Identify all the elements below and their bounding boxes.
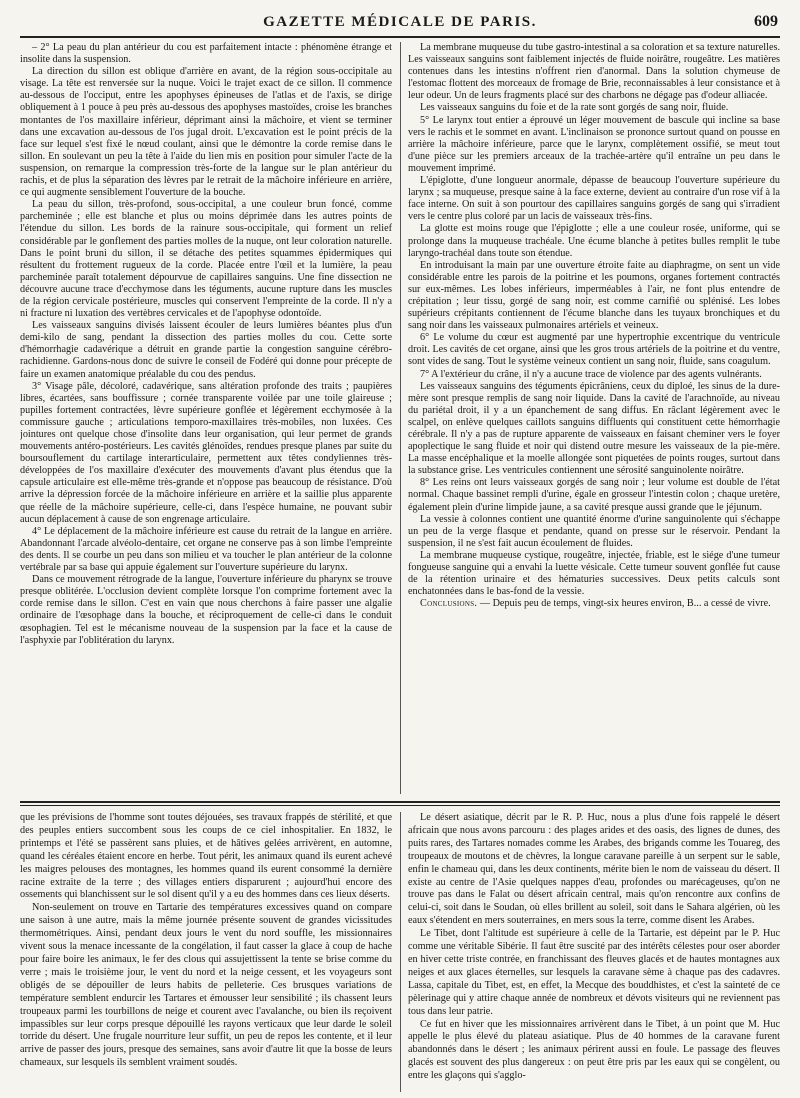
paragraph: que les prévisions de l'homme sont toutes déjouées, ses travaux frappés de stérilité, et que des peuples entiers succombent sous les coups de ce ciel inhospitalier. En 1832, le printemps et l'été se passèrent sans pluies, et de hâtives gelées arrivèrent, en automne, quand les céréales étaient encore en herbe. Tout périt, les animaux quand ils eurent achevé les maigres pelouses des montagnes, les hommes quand ils eurent consommé la dernière racine extraite de la terre ; des villages entiers disparurent ; aujourd'hui encore des ossements qui blanchissent sur le sol disent qu'il y a eu des hommes dans ces lieux déserts. bbox=[20, 812, 392, 901]
paragraph: La direction du sillon est oblique d'arrière en avant, de la région sous-occipitale au visage. La tête est renversée sur la nuque. Voici le trajet exact de ce sillon. Il commence au-dessous de l'occiput, entre les apophyses épineuses de l'atlas et de l'axis, se dirige obliquement à 1 pouce à peu près au-dessous des apophyses mastoïdes, croise les branches montantes de l'os maxillaire inférieur, déprimant ainsi la mâchoire, et vient se terminer dans une excavation au-dessous de l'os jugal droit. L'excavation est le point précis de la face sur lequel s'est fixé le nœud coulant, ainsi que le démontre la corde remise dans le sillon. En soulevant un peu la tête à l'aide du lien mis en position pour simuler l'acte de la suspension, on remarque la compression très-forte de la langue sur le plan antérieur du rachis, et de plus la séparation des lèvres par le retrait de la mâchoire inférieure en arrière, ce qui augmente sensiblement l'ouverture de la bouche. bbox=[20, 66, 392, 199]
paragraph: La membrane muqueuse du tube gastro-intestinal a sa coloration et sa texture naturelles. Les vaisseaux sanguins sont faiblement injectés de fluide noirâtre, rougeâtre. Les matières contenues dans les intestins n'offrent rien d'anormal. Dans la solution chymeuse de l'estomac flottent des morceaux de fromage de Brie, reconnaissables à leur consistance et à leur odeur. Un de leurs fragments placé sur des charbons ne dégage pas d'odeur alliacée. bbox=[408, 42, 780, 102]
page-header bbox=[20, 12, 780, 38]
paragraph: En introduisant la main par une ouverture étroite faite au diaphragme, on sent un vide considérable entre les parois de la poitrine et les poumons, organes fortement contractés sur eux-mêmes. Les lobes inférieurs, imperméables à l'air, ne font plus entendre de crépitation ; leur tissu, gorgé de sang noir, est comme carnifié ou splénisé. Les lobes supérieurs crépitants contiennent de l'écume blanche dans les tuyaux bronchiques et du sang noir dans les vaisseaux pulmonaires artériels et veineux. bbox=[408, 259, 780, 332]
paragraph: Dans ce mouvement rétrograde de la langue, l'ouverture inférieure du pharynx se trouve presque oblitérée. L'occlusion devient complète lorsque l'on comprime fortement avec la corde remise dans le sillon. C'est en vain que nous cherchons à faire passer une algalie ordinaire de l'œsophage dans la bouche, et réciproquement de celle-ci dans le conduit œsophagien. Tel est le mécanisme nouveau de la suspension par la face et la cause de l'asphyxie par l'oblitération du larynx. bbox=[20, 574, 392, 646]
column-left bbox=[20, 42, 392, 794]
section-divider bbox=[20, 801, 780, 806]
conclusions-text: — Depuis peu de temps, vingt-six heures environ, B... a cessé de vivre. bbox=[479, 598, 771, 610]
conclusions-paragraph bbox=[408, 598, 780, 610]
paragraph: 7° A l'extérieur du crâne, il n'y a aucune trace de violence par des agents vulnérants. bbox=[420, 368, 762, 380]
paragraph: L'épiglotte, d'une longueur anormale, dépasse de beaucoup l'ouverture supérieure du larynx ; sa muqueuse, presque saine à la face externe, devient au contraire d'un rose vif à la face interne. On suit à son pourtour des capillaires sanguins gorgés de sang qui s'irradient vers le centre plus coloré par un lacis de vaisseaux très-fins. bbox=[408, 175, 780, 223]
paragraph: – 2° La peau du plan antérieur du cou est parfaitement intacte : phénomène étrange et insolite dans la suspension. bbox=[20, 42, 392, 66]
column-rule bbox=[400, 42, 401, 794]
paragraph: La membrane muqueuse cystique, rougeâtre, injectée, friable, est le siége d'une tumeur fongueuse sanguine qui a envahi la luette vésicale. Cette tumeur souvent gonflée fut cause de la rétention urinaire et des hématuries successives. Deux petits calculs sont enchatonnées dans le bas-fond de la vessie. bbox=[408, 549, 780, 598]
column-rule bbox=[400, 812, 401, 1092]
paragraph: Non-seulement on trouve en Tartarie des températures excessives quand on compare une saison à une autre, mais la même journée présente souvent de grandes vicissitudes thermométriques. Ainsi, pendant deux jours le vent du nord souffle, les missionnaires vivent sous la menace incessante de la congélation, il faut casser la glace à coup de hache pour faire boire les animaux, le fer des clous qui assujettissent la tente se brise comme du verre ; mais le troisième jour, le vent du nord et la neige cessent, et les voyageurs sont obligés de se dépouiller de leurs habits de pelleterie. Ces brusques variations de température semblent endurcir les Tartares et émousser leur sensibilité ; ils chassent leurs troupeaux parmi les tourbillons de neige et courent avec l'avalanche, ou bien ils reçoivent impassibles sur leur corps presque dépouillé les rayons verticaux que leur darde le soleil torride du désert. Une frugale nourriture leur suffit, un peu de repos les contente, et il leur arrive de passer des jours, presque des semaines, sans avoir d'autre lit que la bosse de leurs chameaux, sur lesquels ils semblent vraiment soudés. bbox=[20, 902, 392, 1069]
paragraph: 3° Visage pâle, décoloré, cadavérique, sans altération profonde des traits ; paupières libres, écartées, sans bouffissure ; cornée transparente voilée par une toile glaireuse ; pupilles fortement contractées, lèvre supérieure gonflée et légèrement ecchymosée à la commissure gauche ; articulations temporo-maxillaires très-mobiles, non luxées. Ces jointures ont quelque chose d'insolite dans leur organisation, qui leur permet de grands mouvements antéro-postérieurs. Les cavités glénoïdes, rendues presque planes par suite du boursouflement du cartilage interarticulaire, permettent aux têtes condyliennes très-développées de l'os maxillaire d'exécuter des mouvements d'avant plus étendus que la capsule articulaire est elle-même très-grande et n'oppose pas beaucoup de résistance. D'où arrive la dépression forcée de la mâchoire inférieure en arrière et la saillie plus apparente que réelle de la mâchoire supérieure, celle-ci, dans l'espèce humaine, ne pouvant subir aucun déplacement à cause de son engrenage articulaire. bbox=[20, 380, 392, 525]
newspaper-page bbox=[20, 12, 780, 1092]
page-number: 609 bbox=[754, 13, 778, 30]
paragraph: Le Tibet, dont l'altitude est supérieure à celle de la Tartarie, est dépeint par le P. Huc comme une véritable Sibérie. Il faut être suscité par des intérêts célestes pour oser aborder en hiver cette triste contrée, en franchissant des fleuves glacés et de hautes montagnes aux neiges et aux glaces éternelles, sur lesquels la caravane sème à chaque pas des cadavres. Lassa, capitale du Tibet, est, en effet, la Mecque des bouddhistes, et c'est la sainteté de ce pèlerinage qui y attire chaque année de nombreux et dévots visiteurs qui ne reviennent pas tous dans leur patrie. bbox=[408, 928, 780, 1017]
paragraph: Les vaisseaux sanguins des téguments épicrâniens, ceux du diploé, les sinus de la dure-mère sont presque remplis de sang noir liquide. Dans la cavité de l'arachnoïde, au niveau du pariétal droit, il y a un épanchement de sang diffus. En râclant légèrement avec le scalpel, on enlève quelques caillots sanguins diffluents qui constituent cette hémorrhagie cérébrale. Il n'y a pas de rupture apparente de vaisseaux en faisant cheminer vers le foyer apoplectique le sang fluide et noir qui distend outre mesure les vaisseaux de la pie-mère. La masse encéphalique et la moelle allongée sont piquetées de points rouges, surtout dans la substance grise. Les ventricules contiennent une sérosité sanguinolente noirâtre. bbox=[408, 380, 780, 477]
article-section-feuilleton bbox=[20, 812, 780, 1092]
paragraph: 4° Le déplacement de la mâchoire inférieure est cause du retrait de la langue en arrière. Abandonnant l'arcade alvéolo-dentaire, cet organe ne conserve pas à son limbe l'empreinte des dents. Il se courbe un peu dans son milieu et va toucher le plan antérieur de la colonne vertébrale par sa base qui appuie également sur l'ouverture supérieure du larynx. bbox=[20, 525, 392, 574]
conclusions-label: Conclusions. bbox=[420, 598, 478, 610]
paragraph: 6° Le volume du cœur est augmenté par une hypertrophie excentrique du ventricule droit. Les cavités de cet organe, ainsi que les gros trous artériels de la poitrine et du ventre, sont vides de sang. Tout le système veineux contient un sang noir, fluide, sans coagulum. bbox=[408, 332, 780, 368]
paragraph: La vessie à colonnes contient une quantité énorme d'urine sanguinolente qui s'échappe un peu de la verge flasque et pendante, quand on presse sur le réservoir. Pendant la suspension, il ne s'est fait aucun écoulement de fluides. bbox=[408, 513, 780, 549]
publication-title: GAZETTE MÉDICALE DE PARIS. bbox=[263, 14, 537, 30]
paragraph: Le désert asiatique, décrit par le R. P. Huc, nous a plus d'une fois rappelé le désert africain que nous avons parcouru : des plages arides et des oasis, des lignes de dunes, des puits rares, des Tartares nomades comme les Arabes, des brigands comme les Touareg, des troupeaux de moutons et de chèvres, la longue caravane pareille à un serpent sur le sable, enfin le chameau qui, dans les deux continents, mérite bien le nom de vaisseau du désert. Il existe au centre de l'Asie quelques nappes d'eau, profondes ou marécageuses, qu'on ne trouve pas dans le Falat ou désert africain central, mais qu'on rencontre aux confins de celui-ci, soit dans le Soudan, où elles brillent au soleil, soit dans le Sahara algérien, où les eaux s'étendent en mers souterraines, en mers sous la terre, comme disent les Arabes. bbox=[408, 812, 780, 927]
column-right bbox=[408, 42, 780, 794]
paragraph: Les vaisseaux sanguins du foie et de la rate sont gorgés de sang noir, fluide. bbox=[420, 102, 729, 114]
article-section-autopsy bbox=[20, 42, 780, 794]
column-right bbox=[408, 812, 780, 1092]
column-left bbox=[20, 812, 392, 1092]
paragraph: Les vaisseaux sanguins divisés laissent écouler de leurs lumières béantes plus d'un demi-kilo de sang, pendant la dissection des parties molles du cou. Cette sorte d'hémorrhagie cadavérique a détruit en grande partie la congestion sanguine cérébro-rachidienne. Gardons-nous donc de suivre le conseil de Fodéré qui donne pour précepte de faire un examen anatomique préalable du cou des pendus. bbox=[20, 320, 392, 380]
paragraph: Ce fut en hiver que les missionnaires arrivèrent dans le Tibet, à un point que M. Huc appelle le plus élevé du plateau asiatique. Plus de 40 hommes de la caravane furent abandonnés dans le désert ; les animaux périrent aussi en foule. Le passage des fleuves glacés est souvent des plus dangereux : on peut être pris par les eaux qui se congèlent, ou entre les glaçons qui s'agglo- bbox=[408, 1018, 780, 1082]
paragraph: La peau du sillon, très-profond, sous-occipital, a une couleur brun foncé, comme parcheminée ; elle est blanche et plus ou moins déprimée dans les autres points de l'étendue du sillon. Les bords de la rainure sous-occipitale, qui forment un relief considérable par le gonflement des parties molles de la nuque, ont leur coloration naturelle. Dans le point bruni du sillon, il se détache des petites squammes épidermiques qui résultent du frottement rugueux de la corde. Placée entre l'œil et la lumière, la peau parcheminée paraît totalement dépourvue de capillaires sanguins. Une fine dissection ne découvre aucune trace d'ecchymose dans les téguments, aucune rupture dans les muscles de la région cervicale postérieure, muscles qui conservent l'empreinte de la corde. Il n'y a ni fracture ni luxation des vertèbres cervicales et de l'apophyse odontoïde. bbox=[20, 199, 392, 320]
paragraph: 5° Le larynx tout entier a éprouvé un léger mouvement de bascule qui incline sa base vers le rachis et le sommet en avant. L'inclinaison se prononce surtout quand on pousse en arrière la mâchoire inférieure, parce que le larynx, complètement ossifié, se meut tout d'une pièce sur les premiers arceaux de la trachée-artère qu'il entraîne un peu dans le mouvement imprimé. bbox=[408, 114, 780, 174]
paragraph: La glotte est moins rouge que l'épiglotte ; elle a une couleur rosée, uniforme, qui se prolonge dans la muqueuse trachéale. Une écume blanche à petites bulles remplit le tube laryngo-trachéal dans toute son étendue. bbox=[408, 223, 780, 259]
paragraph: 8° Les reins ont leurs vaisseaux gorgés de sang noir ; leur volume est double de l'état normal. Chaque bassinet rempli d'urine, égale en grosseur l'intestin colon ; chaque uretère, également plein d'urine limpide jaune, a sa cavité presque aussi grande que le jéjunum. bbox=[408, 477, 780, 513]
